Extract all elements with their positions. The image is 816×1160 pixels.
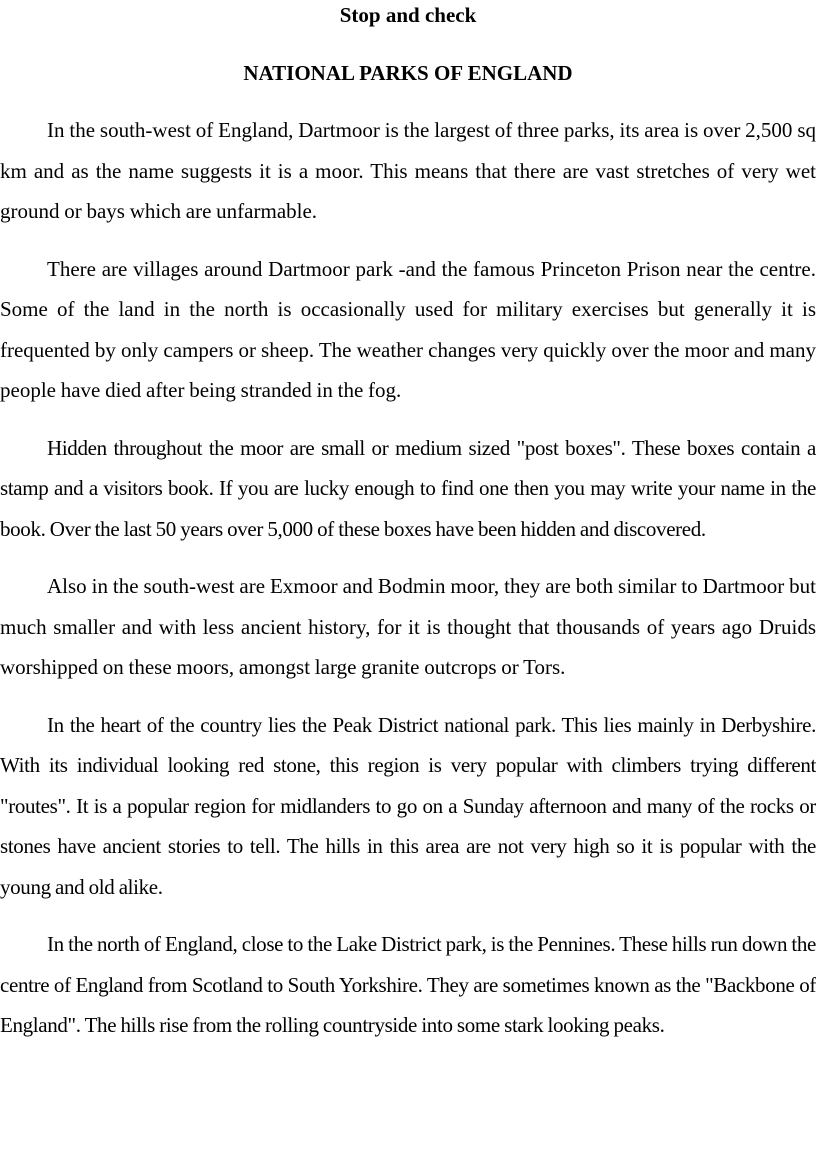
paragraph-exmoor-bodmin: Also in the south-west are Exmoor and Bodmin moor, they are both similar to Dartmoor but much smaller and with less ancient history, for it is thought that thousands of years ago Druids worshipped on these moors, amongst large granite outcrops or Tors.: [0, 574, 816, 679]
page-title: Stop and check: [339, 3, 477, 27]
paragraph-pennines: In the north of England, close to the Lake District park, is the Pennines. These hills run down the centre of England from Scotland to South Yorkshire. They are sometimes known as the "Backbone of England". The hills rise from the rolling countryside into some stark looking peaks.: [0, 932, 816, 1037]
article-body: [0, 110, 816, 1063]
paragraph-peak-district: In the heart of the country lies the Peak District national park. This lies mainly in Derbyshire. With its individual looking red stone, this region is very popular with climbers trying different "routes". It is a popular region for midlanders to go on a Sunday afternoon and many of the rocks or stones have ancient stories to tell. The hills in this area are not very high so it is popular with the young and old alike.: [0, 712, 816, 899]
paragraph-dartmoor: In the south-west of England, Dartmoor is the largest of three parks, its area is over 2,500 sq km and as the name suggests it is a moor. This means that there are vast stretches of very wet ground or bays which are unfarmable.: [0, 118, 816, 223]
paragraph-post-boxes: Hidden throughout the moor are small or medium sized "post boxes". These boxes contain a stamp and a visitors book. If you are lucky enough to find one then you may write your name in the book. Over the last 50 years over 5,000 of these boxes have been hidden and discovered.: [0, 435, 816, 541]
page-subtitle: NATIONAL PARKS OF ENGLAND: [243, 61, 573, 85]
paragraph-villages: There are villages around Dartmoor park -and the famous Princeton Prison near the centre. Some of the land in the north is occasionally used for military exercises but generally it is frequented by only campers or sheep. The weather changes very quickly over the moor and many people have died after being stranded in the fog.: [0, 256, 816, 402]
